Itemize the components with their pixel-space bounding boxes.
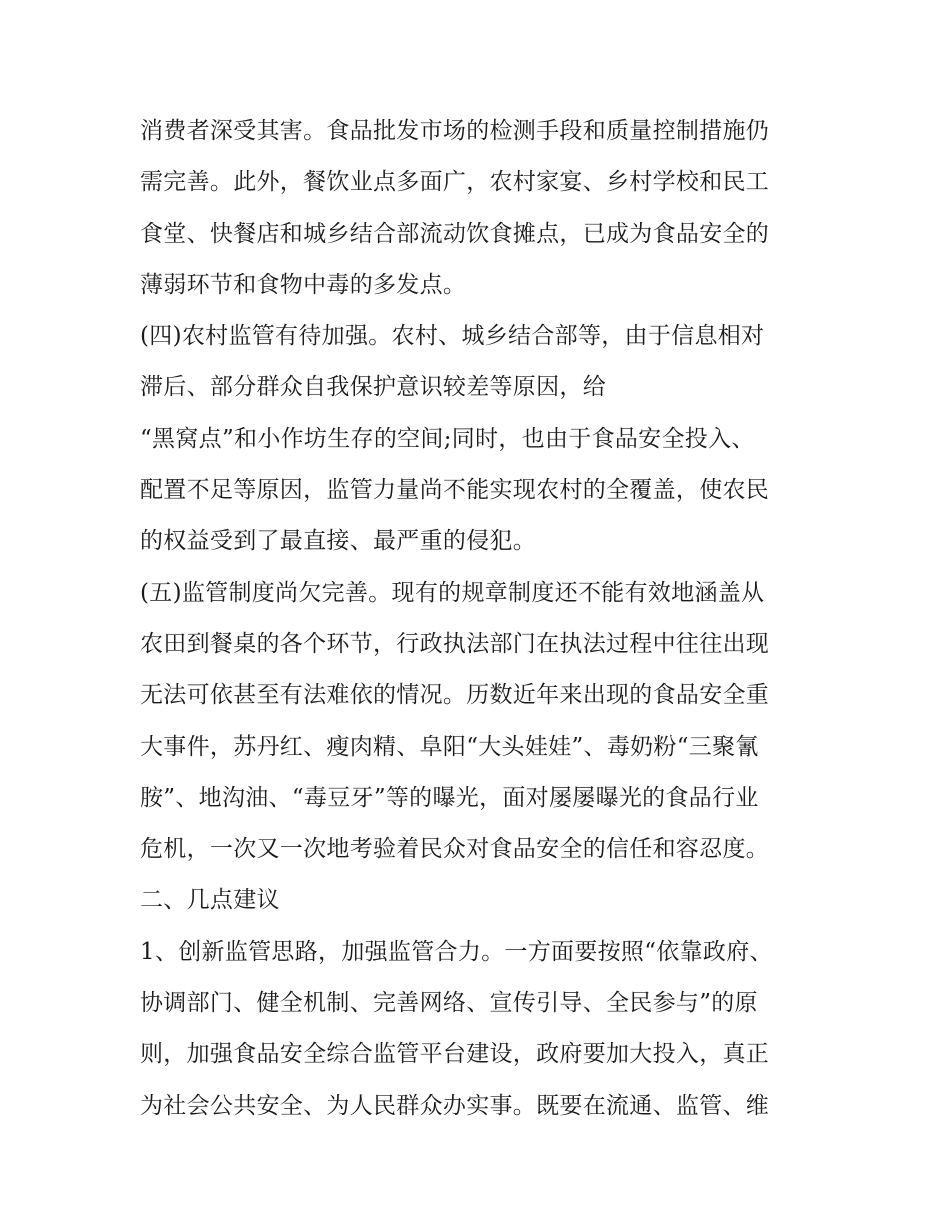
text-line: 则，加强食品安全综合监管平台建设，政府要加大投入，真正 — [140, 1041, 770, 1068]
text-line: 需完善。此外，餐饮业点多面广，农村家宴、乡村学校和民工 — [140, 169, 770, 196]
document-body — [140, 106, 820, 1132]
text-line: 农田到餐桌的各个环节，行政执法部门在执法过程中往往出现 — [140, 630, 770, 657]
text-line: 大事件，苏丹红、瘦肉精、阜阳“大头娃娃”、毒奶粉“三聚氰 — [140, 733, 759, 760]
text-line: 消费者深受其害。食品批发市场的检测手段和质量控制措施仍 — [140, 118, 770, 144]
text-line: 胺”、地沟油、“毒豆牙”等的曝光，面对屡屡曝光的食品行业 — [140, 784, 759, 811]
text-line: 危机，一次又一次地考验着民众对食品安全的信任和容忍度。 — [140, 836, 770, 863]
text-line: 无法可依甚至有法难依的情况。历数近年来出现的食品安全重 — [140, 682, 770, 709]
text-line: 滞后、部分群众自我保护意识较差等原因，给 — [140, 374, 606, 401]
text-line: 食堂、快餐店和城乡结合部流动饮食摊点，已成为食品安全的 — [140, 220, 770, 247]
section-heading-4: (四)农村监管有待加强。农村、城乡结合部等，由于信息相对 — [140, 323, 765, 350]
text-line: 配置不足等原因，监管力量尚不能实现农村的全覆盖，使农民 — [140, 477, 770, 504]
numbered-item-1: 1、创新监管思路，加强监管合力。一方面要按照“依靠政府、 — [140, 938, 773, 965]
text-line: “黑窝点”和小作坊生存的空间;同时，也由于食品安全投入、 — [140, 425, 755, 452]
text-line: 的权益受到了最直接、最严重的侵犯。 — [140, 528, 537, 555]
section-heading-suggestions: 二、几点建议 — [140, 887, 280, 914]
text-line: 薄弱环节和食物中毒的多发点。 — [140, 271, 467, 298]
text-line: 协调部门、健全机制、完善网络、宣传引导、全民参与”的原 — [140, 990, 758, 1017]
section-heading-5: (五)监管制度尚欠完善。现有的规章制度还不能有效地涵盖从 — [140, 579, 765, 606]
text-line: 为社会公共安全、为人民群众办实事。既要在流通、监管、维 — [140, 1092, 770, 1119]
